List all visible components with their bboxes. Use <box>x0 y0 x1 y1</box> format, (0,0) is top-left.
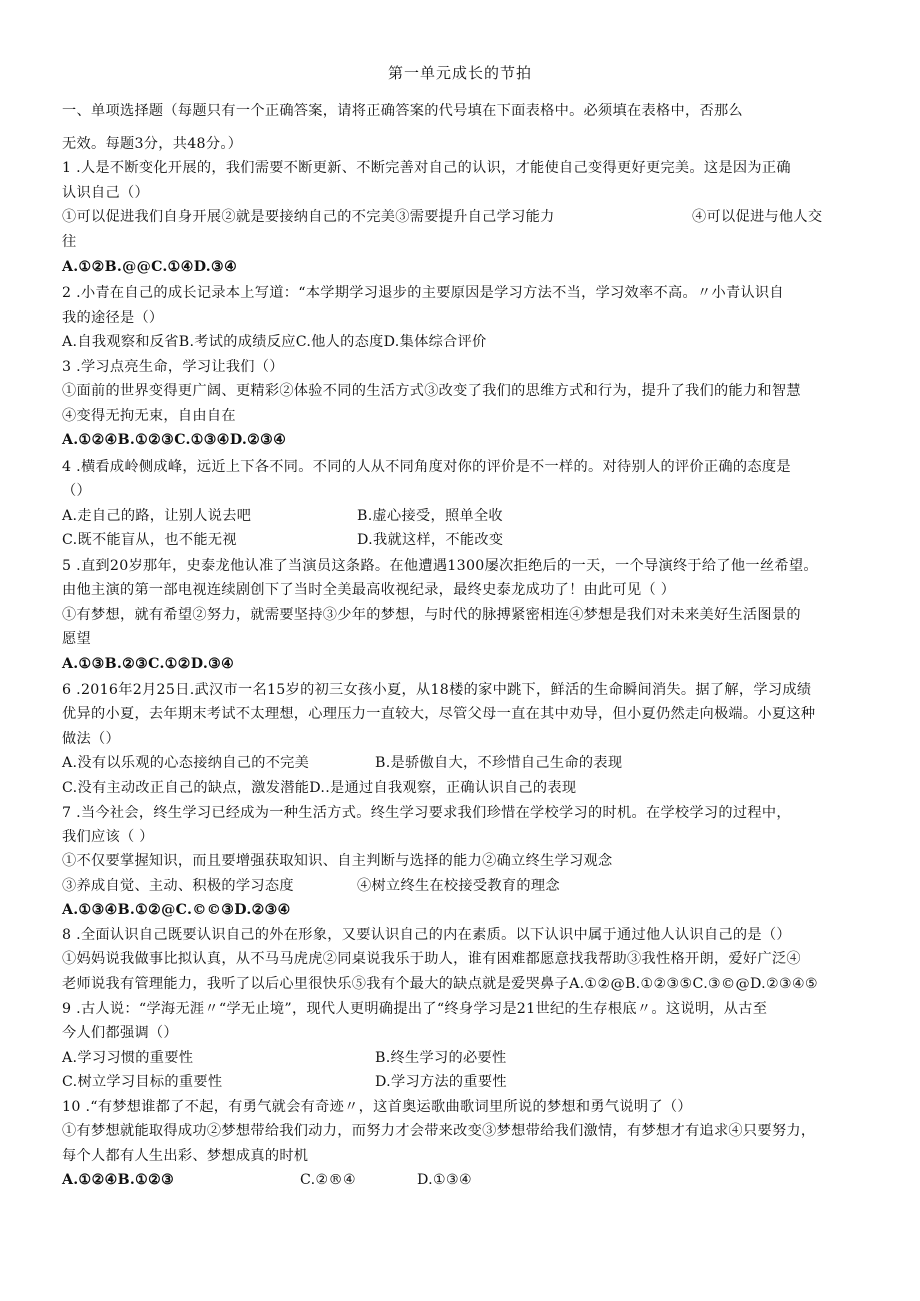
question-7-statement-3: ③养成自觉、主动、积极的学习态度 <box>62 878 294 894</box>
question-4-cont: （） <box>62 483 91 499</box>
question-5-cont: 由他主演的第一部电视连续剧创下了当时全美最高收视纪录，最终史泰龙成功了！由此可见（ ） <box>62 582 676 598</box>
question-2-options: A.自我观察和反省B.考试的成绩反应C.他人的态度D.集体综合评价 <box>62 334 487 350</box>
question-1-statements: ①可以促进我们自身开展②就是要接纳自己的不完美③需要提升自己学习能力 <box>62 209 555 225</box>
question-8-statements-options: 老师说我有管理能力，我听了以后心里很快乐⑤我有个最大的缺点就是爱哭鼻子A.①②@B.①②③⑤C.③©@D.②③④⑤ <box>62 976 819 992</box>
question-7-statements: ①不仅要掌握知识，而且要增强获取知识、自主判断与选择的能力②确立终生学习观念 <box>62 853 613 869</box>
question-7-options: A.①③④B.①②@C.©©③D.②③④ <box>62 902 291 918</box>
question-9-option-b: B.终生学习的必要性 <box>375 1050 507 1066</box>
question-8: 8 .全面认识自己既要认识自己的外在形象，又要认识自己的内在素质。以下认识中属于通过他人认识自己的是（） <box>62 927 791 943</box>
question-6-option-c-d: C.没有主动改正自己的缺点，激发潜能D..是通过自我观察，正确认识自己的表现 <box>62 780 577 796</box>
question-10-option-c: C.②®④ <box>300 1172 356 1188</box>
question-6-option-b: B.是骄傲自大，不珍惜自己生命的表现 <box>375 755 623 771</box>
section-instructions: 无效。每题3分，共48分。） <box>62 136 243 152</box>
question-9-option-c: C.树立学习目标的重要性 <box>62 1074 223 1090</box>
page-title: 第一单元成长的节拍 <box>387 64 532 82</box>
question-7-cont: 我们应该（ ） <box>62 829 154 845</box>
question-8-statements: ①妈妈说我做事比拟认真，从不马马虎虎②同桌说我乐于助人，谁有困难都愿意找我帮助③我性格开朗，爱好广泛④ <box>62 951 801 967</box>
question-4-option-b: B.虚心接受，照单全收 <box>357 508 503 524</box>
question-10-option-d: D.①③④ <box>417 1172 473 1188</box>
question-7: 7 .当今社会，终生学习已经成为一种生活方式。终生学习要求我们珍惜在学校学习的时机。在学校学习的过程中， <box>62 805 791 821</box>
question-6-cont: 优异的小夏，去年期末考试不太理想，心理压力一直较大，尽管父母一直在其中劝导，但小夏仍然走向极端。小夏这种 <box>62 706 816 722</box>
question-2: 2 .小青在自己的成长记录本上写道：“本学期学习退步的主要原因是学习方法不当，学习效率不高。〃小青认识自 <box>62 285 784 301</box>
question-4-option-d: D.我就这样，不能改变 <box>357 532 504 548</box>
question-1-statements-cont: 往 <box>62 234 77 250</box>
section-heading: 一、单项选择题（每题只有一个正确答案，请将正确答案的代号填在下面表格中。必须填在表格中，否那么 <box>62 103 743 119</box>
question-3-statements: ①面前的世界变得更广阔、更精彩②体验不同的生活方式③改变了我们的思维方式和行为，提升了我们的能力和智慧 <box>62 383 801 399</box>
question-7-statement-4: ④树立终生在校接受教育的理念 <box>357 878 560 894</box>
question-3: 3 .学习点亮生命，学习让我们（） <box>62 359 284 375</box>
question-1-statement-4: ④可以促进与他人交 <box>692 209 823 225</box>
question-9-option-a: A.学习习惯的重要性 <box>62 1050 194 1066</box>
question-3-options: A.①②④B.①②③C.①③④D.②③④ <box>62 432 287 448</box>
question-9-option-d: D.学习方法的重要性 <box>375 1074 507 1090</box>
question-2-cont: 我的途径是（） <box>62 310 164 326</box>
question-5-statements-cont: 愿望 <box>62 631 91 647</box>
question-1: 1 .人是不断变化开展的，我们需要不断更新、不断完善对自己的认识，才能使自己变得更好更完美。这是因为正确 <box>62 160 791 176</box>
question-10-option-a-b: A.①②④B.①②③ <box>62 1172 175 1188</box>
question-9-cont: 今人们都强调（） <box>62 1025 178 1041</box>
question-5: 5 .直到20岁那年，史泰龙他认准了当演员这条路。在他遭遇1300屡次拒绝后的一天，一个导演终于给了他一丝希望。 <box>62 558 818 574</box>
question-1-options: A.①②B.@@C.①④D.③④ <box>62 259 238 275</box>
question-4: 4 .横看成岭侧成峰，远近上下各不同。不同的人从不同角度对你的评价是不一样的。对待别人的评价正确的态度是 <box>62 459 791 475</box>
question-6-option-a: A.没有以乐观的心态接纳自己的不完美 <box>62 755 310 771</box>
question-10-statements: ①有梦想就能取得成功②梦想带给我们动力，而努力才会带来改变③梦想带给我们激情，有梦想才有追求④只要努力， <box>62 1123 816 1139</box>
question-5-statements: ①有梦想，就有希望②努力，就需要坚持③少年的梦想，与时代的脉搏紧密相连④梦想是我们对未来美好生活图景的 <box>62 607 801 623</box>
question-9: 9 .古人说：“学海无涯〃“学无止境”，现代人更明确提出了“终身学习是21世纪的生存根底〃。这说明，从古至 <box>62 1001 768 1017</box>
question-4-option-a: A.走自己的路，让别人说去吧 <box>62 508 252 524</box>
question-4-option-c: C.既不能盲从，也不能无视 <box>62 532 237 548</box>
question-6: 6 .2016年2月25日.武汉市一名15岁的初三女孩小夏，从18楼的家中跳下，鲜活的生命瞬间消失。据了解，学习成绩 <box>62 682 812 698</box>
question-5-options: A.①③B.②③C.①②D.③④ <box>62 656 235 672</box>
question-10: 10 .“有梦想谁都了不起，有勇气就会有奇迹〃，这首奥运歌曲歌词里所说的梦想和勇气说明了（） <box>62 1099 692 1115</box>
question-3-statements-cont: ④变得无拘无束，自由自在 <box>62 408 236 424</box>
question-6-cont-2: 做法（） <box>62 731 120 747</box>
question-1-cont: 认识自己（） <box>62 185 149 201</box>
question-10-statements-cont: 每个人都有人生出彩、梦想成真的时机 <box>62 1148 309 1164</box>
